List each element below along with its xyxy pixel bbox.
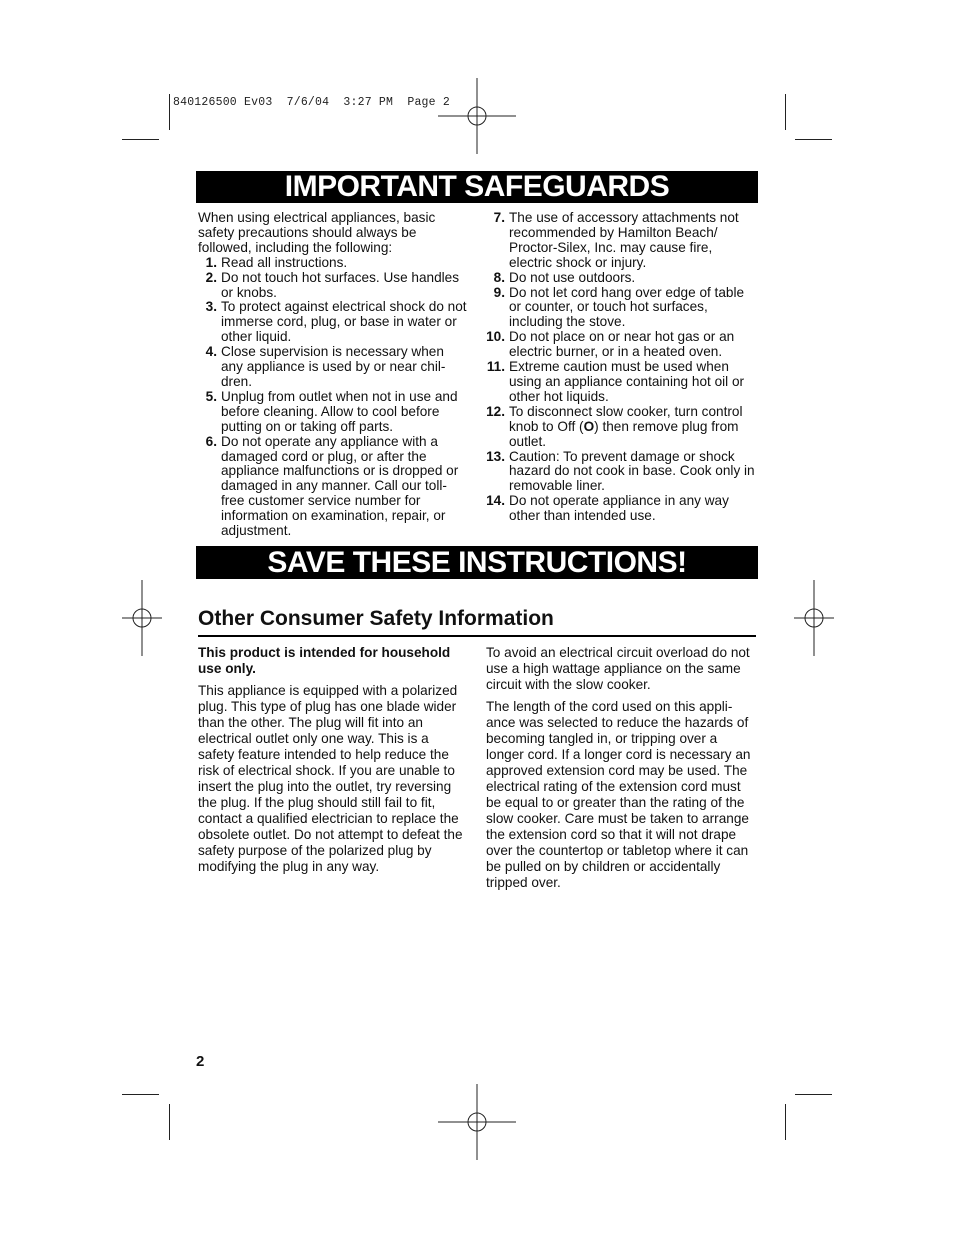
polarized-plug-paragraph: This appliance is equipped with a polarized plug. This type of plug has one blade wider than the other. The plug will fit into an electrical outlet only one way. This is a safety feature intended to help reduce the risk of electrical shock. If you are unable to insert the plug into the outlet, try reversing the plug. If the plug should still fail to fit, contact a qualified electrician to replace the obsolete outlet. Do not attempt to defeat the safety purpose of the polarized plug by modifying the plug in any way. [198,682,463,874]
item-number: 7. [493,210,505,225]
item-number: 14. [486,493,505,509]
item-text [509,405,758,450]
item-text: Read all instructions. [221,254,348,270]
intro-text: When using electrical appliances, basic safety precautions should always be followed, including the following: [198,210,436,255]
item-number: 13. [486,448,505,464]
list-item [486,405,758,450]
crop-mark-icon [795,139,832,140]
safeguards-list-left [198,256,468,539]
item-text: Extreme caution must be used when using an appliance containing hot oil or other hot liquids. [509,359,745,404]
list-item [198,345,468,390]
crop-mark-icon [785,1104,786,1140]
crop-mark-icon [169,1104,170,1140]
off-symbol: O [583,418,595,434]
page-number: 2 [196,1053,205,1070]
item-text: Do not place on or near hot gas or an electric burner, or in a heated oven. [509,329,735,360]
safeguards-list-right [486,211,758,405]
list-item [486,286,758,331]
list-item [486,450,758,495]
list-item [486,211,758,271]
save-instructions-banner: SAVE THESE INSTRUCTIONS! [196,546,758,579]
important-safeguards-banner: IMPORTANT SAFEGUARDS [196,171,758,203]
item-text: Do not use outdoors. [509,269,636,285]
list-item [198,300,468,345]
list-item [198,256,468,271]
item-text: Do not let cord hang over edge of table or counter, or touch hot surfaces, including the stove. [509,284,745,330]
item-text: To protect against electrical shock do not immerse cord, plug, or base in water or other liquid. [221,299,467,345]
registration-mark-icon [122,580,162,656]
item-text: Do not operate any appliance with a damaged cord or plug, or after the appliance malfunctions or is dropped or damaged in any manner. Call our toll-free customer service number for information on examination, repair, or adjustment. [221,433,459,539]
crop-mark-icon [795,1094,832,1095]
item-number: 1. [205,254,217,270]
item-number: 11. [486,359,505,375]
item-text-part: To disconnect slow cooker, turn control knob to Off ( [509,403,743,434]
item-number: 8. [493,269,505,285]
item-text: Caution: To prevent damage or shock hazard do not cook in base. Cook only in removable liner. [509,448,755,494]
printer-slug: 840126500 Ev03 7/6/04 3:27 PM Page 2 [173,96,450,109]
safeguards-column-right [486,211,758,524]
item-text: Close supervision is necessary when any appliance is used by or near chil-dren. [221,344,446,389]
item-number: 2. [205,269,217,285]
registration-mark-icon [794,580,834,656]
item-text: Do not touch hot surfaces. Use handles or knobs. [221,269,460,300]
crop-mark-icon [169,94,170,130]
item-number: 12. [486,403,505,419]
item-text-part: ) then remove plug from outlet. [509,418,739,449]
list-item [198,435,468,539]
list-item [198,271,468,301]
household-notice: This product is intended for household use only. [198,645,451,676]
crop-mark-icon [122,1094,159,1095]
section-heading: Other Consumer Safety Information [198,606,756,637]
item-number: 3. [205,299,217,315]
registration-mark-icon [438,78,516,154]
item-number: 9. [493,284,505,300]
consumer-info-column-left [198,645,466,880]
list-item [486,271,758,286]
item-number: 4. [205,344,217,360]
overload-paragraph: To avoid an electrical circuit overload do not use a high wattage appliance on the same circuit with the slow cooker. [486,645,750,692]
item-text: The use of accessory attachments not recommended by Hamilton Beach/ Proctor-Silex, Inc. may cause fire, electric shock or injury. [509,210,739,270]
list-item [486,360,758,405]
safeguards-list-right-2 [486,450,758,525]
cord-paragraph: The length of the cord used on this appli-ance was selected to reduce the hazards of becoming tangled in, or tripping over a longer cord. If a longer cord is necessary an approved extension cord may be used. The electrical rating of the extension cord must be equal to or greater than the rating of the slow cooker. Care must be taken to arrange the extension cord so that it will not drape over the countertop or tabletop where it can be pulled on by children or accidentally tripped over. [486,698,751,890]
registration-mark-icon [438,1084,516,1160]
crop-mark-icon [785,94,786,130]
item-number: 6. [205,433,217,449]
item-text: Do not operate appliance in any way other than intended use. [509,493,729,524]
list-item [486,330,758,360]
list-item [198,390,468,435]
item-number: 5. [205,388,217,404]
consumer-info-column-right [486,645,758,896]
safeguards-column-left [198,211,468,539]
crop-mark-icon [122,139,159,140]
item-text: Unplug from outlet when not in use and before cleaning. Allow to cool before putting on or taking off parts. [221,388,458,434]
item-number: 10. [486,329,505,345]
list-item [486,494,758,524]
